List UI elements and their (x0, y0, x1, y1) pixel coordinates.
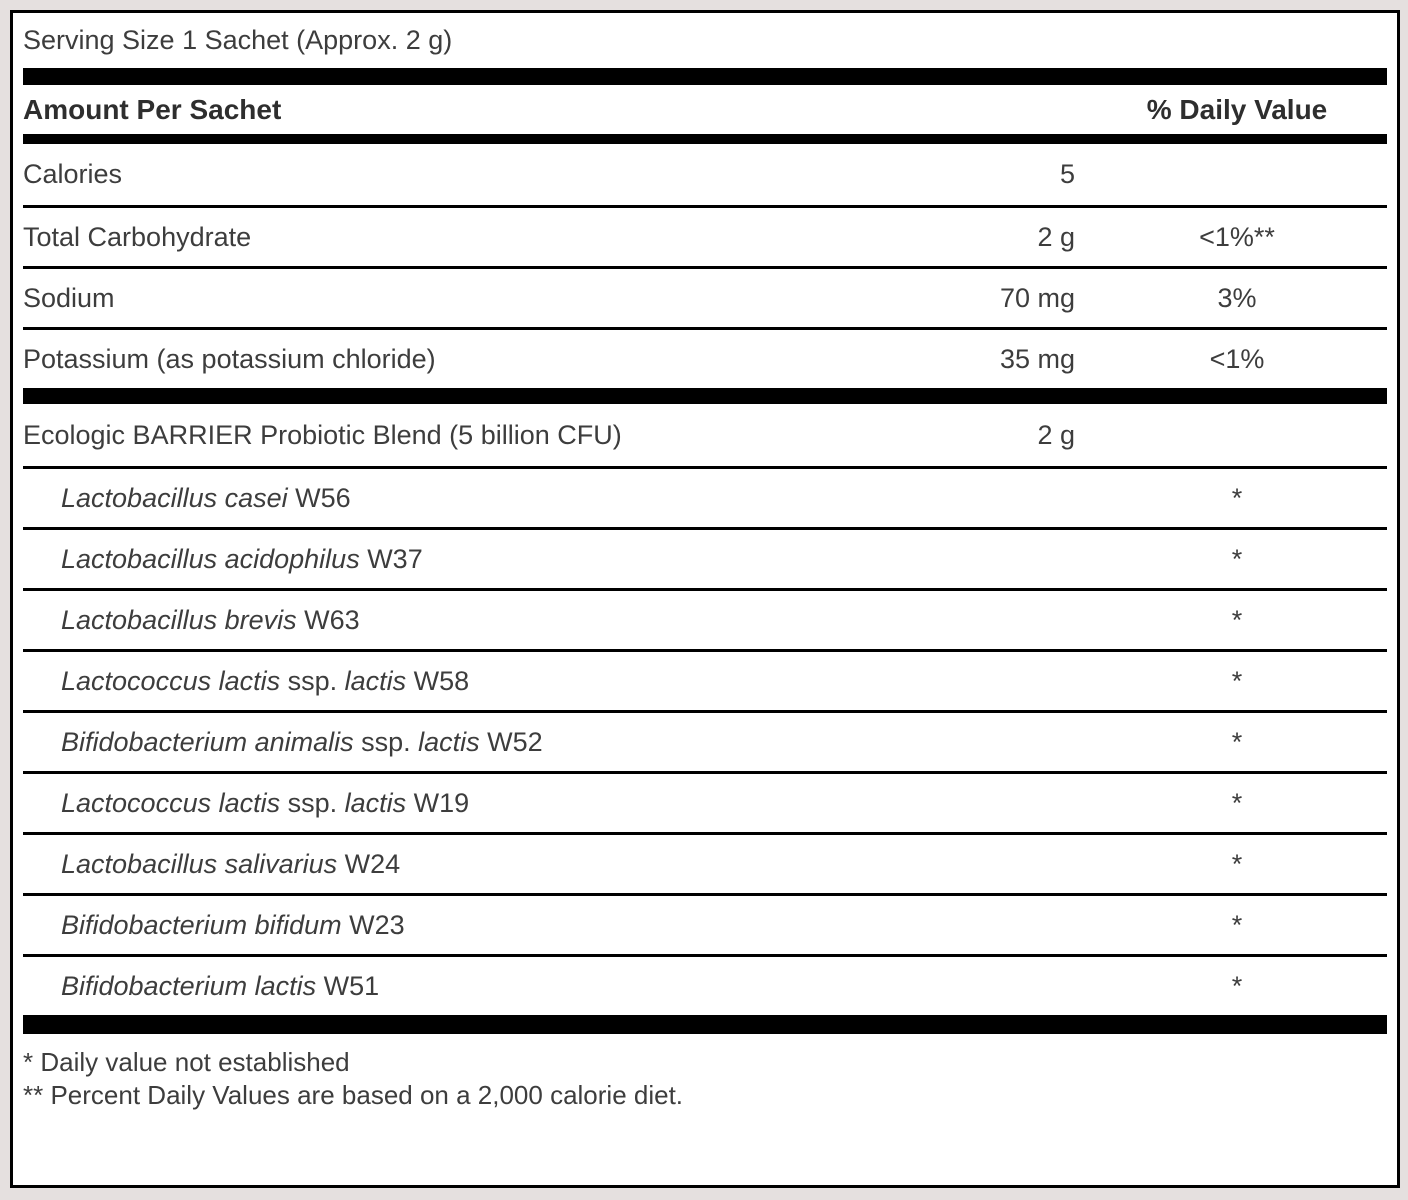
strain-name-italic-part: lactis (344, 787, 407, 818)
strain-name-part: W52 (479, 726, 543, 757)
strain-row (23, 649, 1387, 710)
blend-name (23, 420, 945, 451)
strain-daily-value: * (1231, 605, 1243, 635)
nutrient-amount: 70 mg (999, 282, 1075, 313)
strain-daily-value: * (1231, 666, 1243, 696)
strain-row (23, 954, 1387, 1015)
nutrient-name (23, 283, 945, 314)
strain-name-italic-part: Lactobacillus brevis (61, 604, 297, 635)
strain-name (23, 727, 945, 758)
nutrient-name-part: Total Carbohydrate (23, 221, 252, 252)
supplement-facts-panel (10, 10, 1400, 1188)
strain-name-part: W37 (359, 543, 423, 574)
nutrient-daily-value: 3% (1217, 282, 1257, 313)
nutrient-row (23, 266, 1387, 327)
strain-row (23, 466, 1387, 527)
footnote: * Daily value not established (23, 1047, 350, 1077)
strain-row (23, 527, 1387, 588)
strain-name-part: W23 (341, 909, 405, 940)
blend-row (23, 404, 1387, 466)
strain-daily-value: * (1231, 788, 1243, 818)
divider-bar-blend (23, 388, 1387, 404)
strain-name-italic-part: Lactococcus lactis (61, 665, 281, 696)
strain-daily-value: * (1231, 910, 1243, 940)
blend-name-part: Ecologic BARRIER Probiotic Blend (5 billion CFU) (23, 419, 622, 450)
divider-bar-header (23, 134, 1387, 144)
daily-value-header: % Daily Value (1146, 93, 1328, 125)
strain-name-italic-part: Lactobacillus acidophilus (61, 543, 360, 574)
divider-bar-bottom (23, 1015, 1387, 1034)
strain-name-italic-part: Lactococcus lactis (61, 787, 281, 818)
strain-name-part: W24 (337, 848, 401, 879)
nutrient-amount: 5 (1059, 159, 1075, 189)
nutrient-name-part: Potassium (as potassium chloride) (23, 343, 436, 374)
nutrient-amount: 2 g (1037, 221, 1075, 252)
strain-name-part: W56 (287, 482, 351, 513)
nutrient-name-part: Sodium (23, 282, 115, 313)
strain-daily-value: * (1231, 971, 1243, 1001)
nutrient-row (23, 327, 1387, 388)
strain-name (23, 544, 945, 575)
strain-row (23, 588, 1387, 649)
strain-name (23, 849, 945, 880)
strain-row (23, 893, 1387, 954)
serving-size-text: Serving Size 1 Sachet (Approx. 2 g) (23, 25, 453, 55)
strain-name-part: ssp. (353, 726, 419, 757)
strain-row (23, 832, 1387, 893)
strain-name (23, 910, 945, 941)
strain-daily-value: * (1231, 544, 1243, 574)
serving-size-row (23, 13, 1387, 68)
nutrient-name (23, 222, 945, 253)
nutrient-row (23, 144, 1387, 205)
divider-bar-top (23, 68, 1387, 85)
strain-name-italic-part: Bifidobacterium bifidum (61, 909, 342, 940)
nutrient-amount: 35 mg (999, 343, 1075, 374)
strain-daily-value: * (1231, 849, 1243, 879)
footnotes (23, 1034, 1387, 1112)
strain-name (23, 666, 945, 697)
nutrient-rows (23, 144, 1387, 388)
strain-name-italic-part: Lactobacillus salivarius (61, 848, 338, 879)
nutrient-row (23, 205, 1387, 266)
nutrient-name-part: Calories (23, 159, 123, 189)
column-header-row (23, 85, 1387, 134)
strain-name-italic-part: Bifidobacterium animalis (61, 726, 354, 757)
strain-name-part: ssp. (280, 787, 345, 818)
nutrient-name (23, 159, 945, 190)
strain-daily-value: * (1231, 727, 1243, 757)
strain-daily-value: * (1231, 483, 1243, 513)
strain-name-italic-part: lactis (344, 665, 407, 696)
strain-name (23, 483, 945, 514)
strain-name-part: W63 (296, 604, 360, 635)
strain-name-italic-part: Bifidobacterium lactis (61, 970, 317, 1001)
footnote: ** Percent Daily Values are based on a 2,000 calorie diet. (23, 1080, 684, 1110)
strain-name (23, 605, 945, 636)
strain-rows (23, 466, 1387, 1015)
strain-name-italic-part: Lactobacillus casei (61, 482, 288, 513)
strain-name-part: W51 (316, 970, 380, 1001)
nutrient-daily-value: <1%** (1199, 221, 1275, 252)
nutrient-daily-value: <1% (1209, 343, 1265, 374)
strain-name (23, 971, 945, 1002)
strain-row (23, 710, 1387, 771)
strain-row (23, 771, 1387, 832)
blend-amount: 2 g (1037, 419, 1075, 450)
strain-name-part: W58 (406, 665, 470, 696)
strain-name-part: ssp. (280, 665, 345, 696)
strain-name (23, 788, 945, 819)
nutrient-name (23, 344, 945, 375)
strain-name-italic-part: lactis (418, 726, 480, 757)
strain-name-part: W19 (406, 787, 470, 818)
amount-per-sachet-header: Amount Per Sachet (23, 93, 282, 125)
